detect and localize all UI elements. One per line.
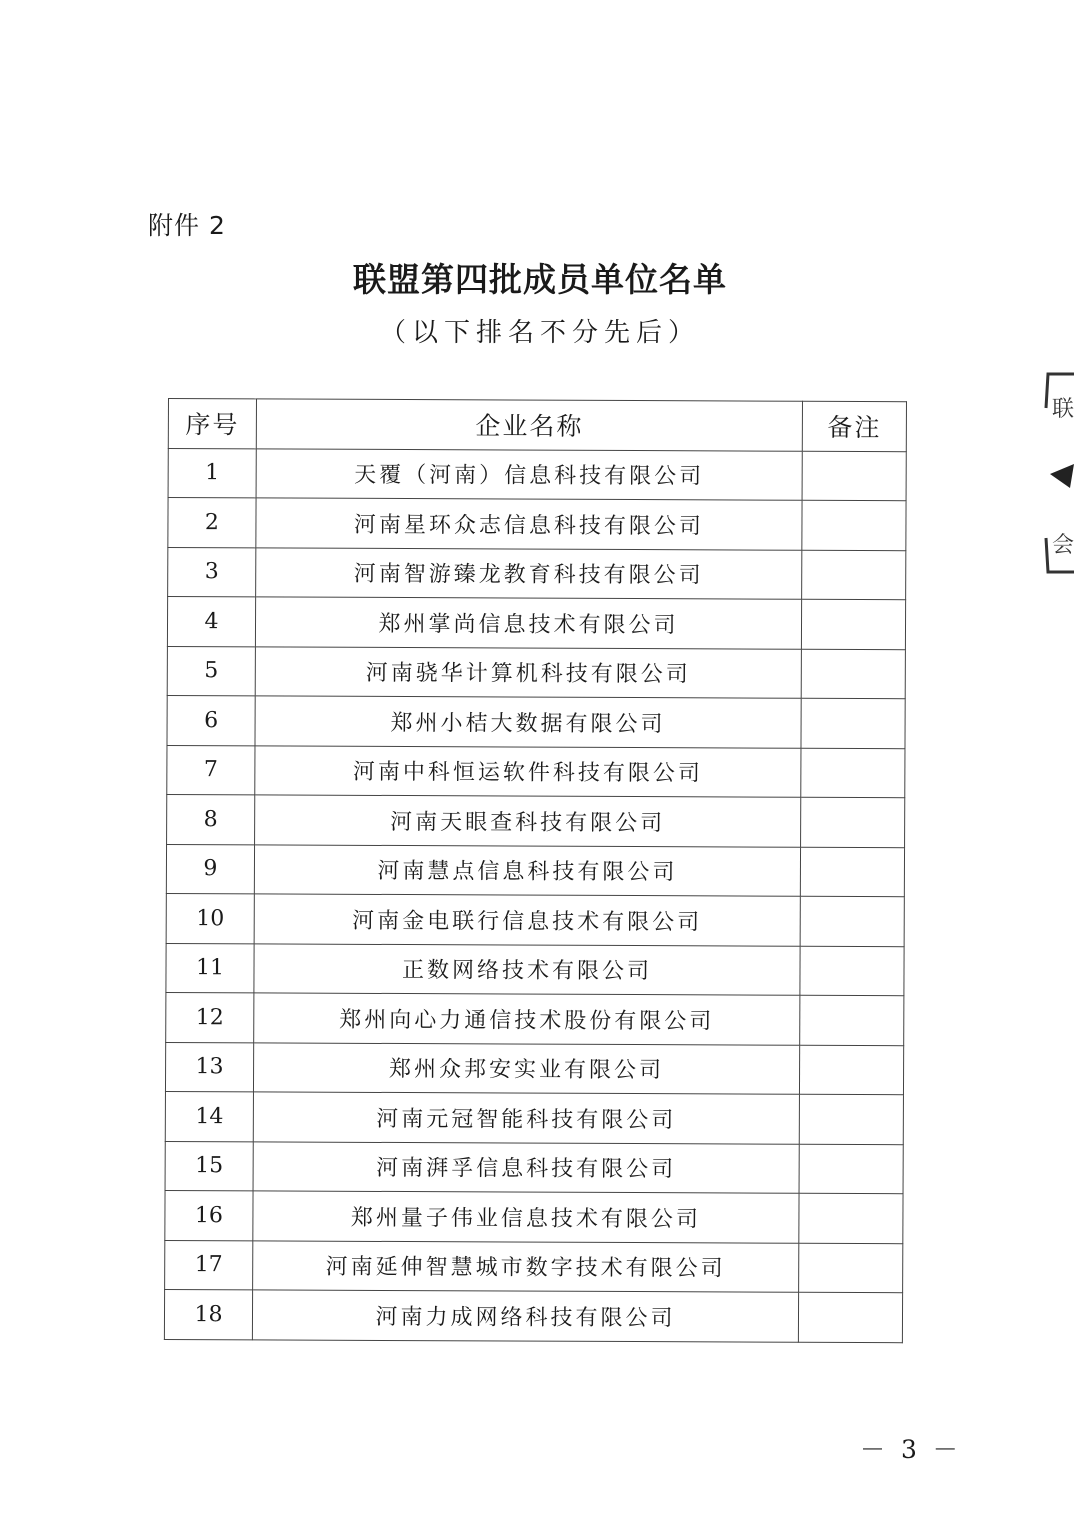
row-company-name: 河南天眼查科技有限公司 [255, 795, 801, 847]
row-remark [800, 896, 904, 946]
table-row [165, 1240, 903, 1293]
row-seq: 14 [165, 1091, 253, 1141]
row-seq: 13 [165, 1042, 253, 1092]
row-remark [801, 797, 905, 847]
table-row [168, 547, 906, 600]
table-row [168, 448, 906, 501]
row-seq: 11 [166, 943, 254, 993]
row-company-name: 河南骁华计算机科技有限公司 [255, 646, 801, 698]
row-seq: 16 [165, 1190, 253, 1240]
header-seq: 序号 [168, 399, 256, 449]
document-subtitle: （以下排名不分先后） [379, 318, 700, 348]
table-row [165, 1091, 903, 1144]
row-company-name: 河南元冠智能科技有限公司 [253, 1092, 799, 1144]
table-row [165, 1190, 903, 1243]
table-header-row [168, 399, 906, 452]
row-remark [799, 1243, 903, 1293]
row-company-name: 河南星环众志信息科技有限公司 [256, 498, 802, 550]
row-remark [801, 748, 905, 798]
member-table [164, 398, 907, 1343]
row-remark [802, 451, 906, 501]
row-company-name: 郑州量子伟业信息技术有限公司 [253, 1191, 799, 1243]
row-seq: 6 [167, 695, 255, 745]
row-company-name: 河南智游臻龙教育科技有限公司 [256, 547, 802, 599]
row-remark [798, 1292, 902, 1342]
row-company-name: 天覆（河南）信息科技有限公司 [256, 448, 802, 500]
row-seq: 18 [164, 1289, 252, 1339]
header-remark: 备注 [802, 401, 906, 451]
seal-char-bottom: 会 [1052, 533, 1075, 558]
row-remark [799, 1193, 903, 1243]
row-seq: 8 [167, 794, 255, 844]
row-seq: 4 [167, 597, 255, 647]
row-company-name: 河南力成网络科技有限公司 [252, 1290, 798, 1342]
row-remark [801, 649, 905, 699]
row-seq: 7 [167, 745, 255, 795]
table-row [167, 597, 905, 650]
row-company-name: 河南湃孚信息科技有限公司 [253, 1141, 799, 1193]
row-seq: 12 [166, 992, 254, 1042]
row-company-name: 河南金电联行信息技术有限公司 [254, 894, 800, 946]
row-remark [799, 1045, 903, 1095]
row-seq: 2 [168, 498, 256, 548]
row-remark [800, 946, 904, 996]
row-seq: 9 [166, 844, 254, 894]
row-company-name: 河南中科恒运软件科技有限公司 [255, 745, 801, 797]
table-row [167, 646, 905, 699]
table-row [165, 1042, 903, 1095]
row-company-name: 河南延伸智慧城市数字技术有限公司 [253, 1240, 799, 1292]
table-row [166, 943, 904, 996]
document-title: 联盟第四批成员单位名单 [353, 260, 727, 299]
row-seq: 15 [165, 1141, 253, 1191]
header-company-name: 企业名称 [256, 399, 802, 451]
row-seq: 17 [165, 1240, 253, 1290]
seal-char-top: 联 [1052, 397, 1075, 422]
row-remark [802, 550, 906, 600]
row-seq: 10 [166, 893, 254, 943]
attachment-label: 附件 2 [148, 211, 226, 240]
table-row [166, 992, 904, 1045]
row-company-name: 河南慧点信息科技有限公司 [254, 844, 800, 896]
row-remark [800, 847, 904, 897]
row-company-name: 郑州小桔大数据有限公司 [255, 696, 801, 748]
row-remark [801, 698, 905, 748]
table-row [166, 893, 904, 946]
table-row [165, 1141, 903, 1194]
row-company-name: 郑州掌尚信息技术有限公司 [255, 597, 801, 649]
row-remark [801, 599, 905, 649]
table-row [166, 844, 904, 897]
table-row [168, 498, 906, 551]
row-company-name: 郑州众邦安实业有限公司 [253, 1042, 799, 1094]
row-company-name: 郑州向心力通信技术股份有限公司 [254, 993, 800, 1045]
row-remark [799, 1144, 903, 1194]
row-remark [800, 995, 904, 1045]
row-remark [799, 1094, 903, 1144]
row-seq: 3 [168, 547, 256, 597]
table-row [167, 794, 905, 847]
page-number: － 3 － [860, 1435, 962, 1464]
table-row [167, 695, 905, 748]
row-company-name: 正数网络技术有限公司 [254, 943, 800, 995]
row-seq: 1 [168, 448, 256, 498]
row-remark [802, 500, 906, 550]
table-row [167, 745, 905, 798]
row-seq: 5 [167, 646, 255, 696]
table-row [164, 1289, 902, 1342]
side-seal [1040, 368, 1080, 580]
